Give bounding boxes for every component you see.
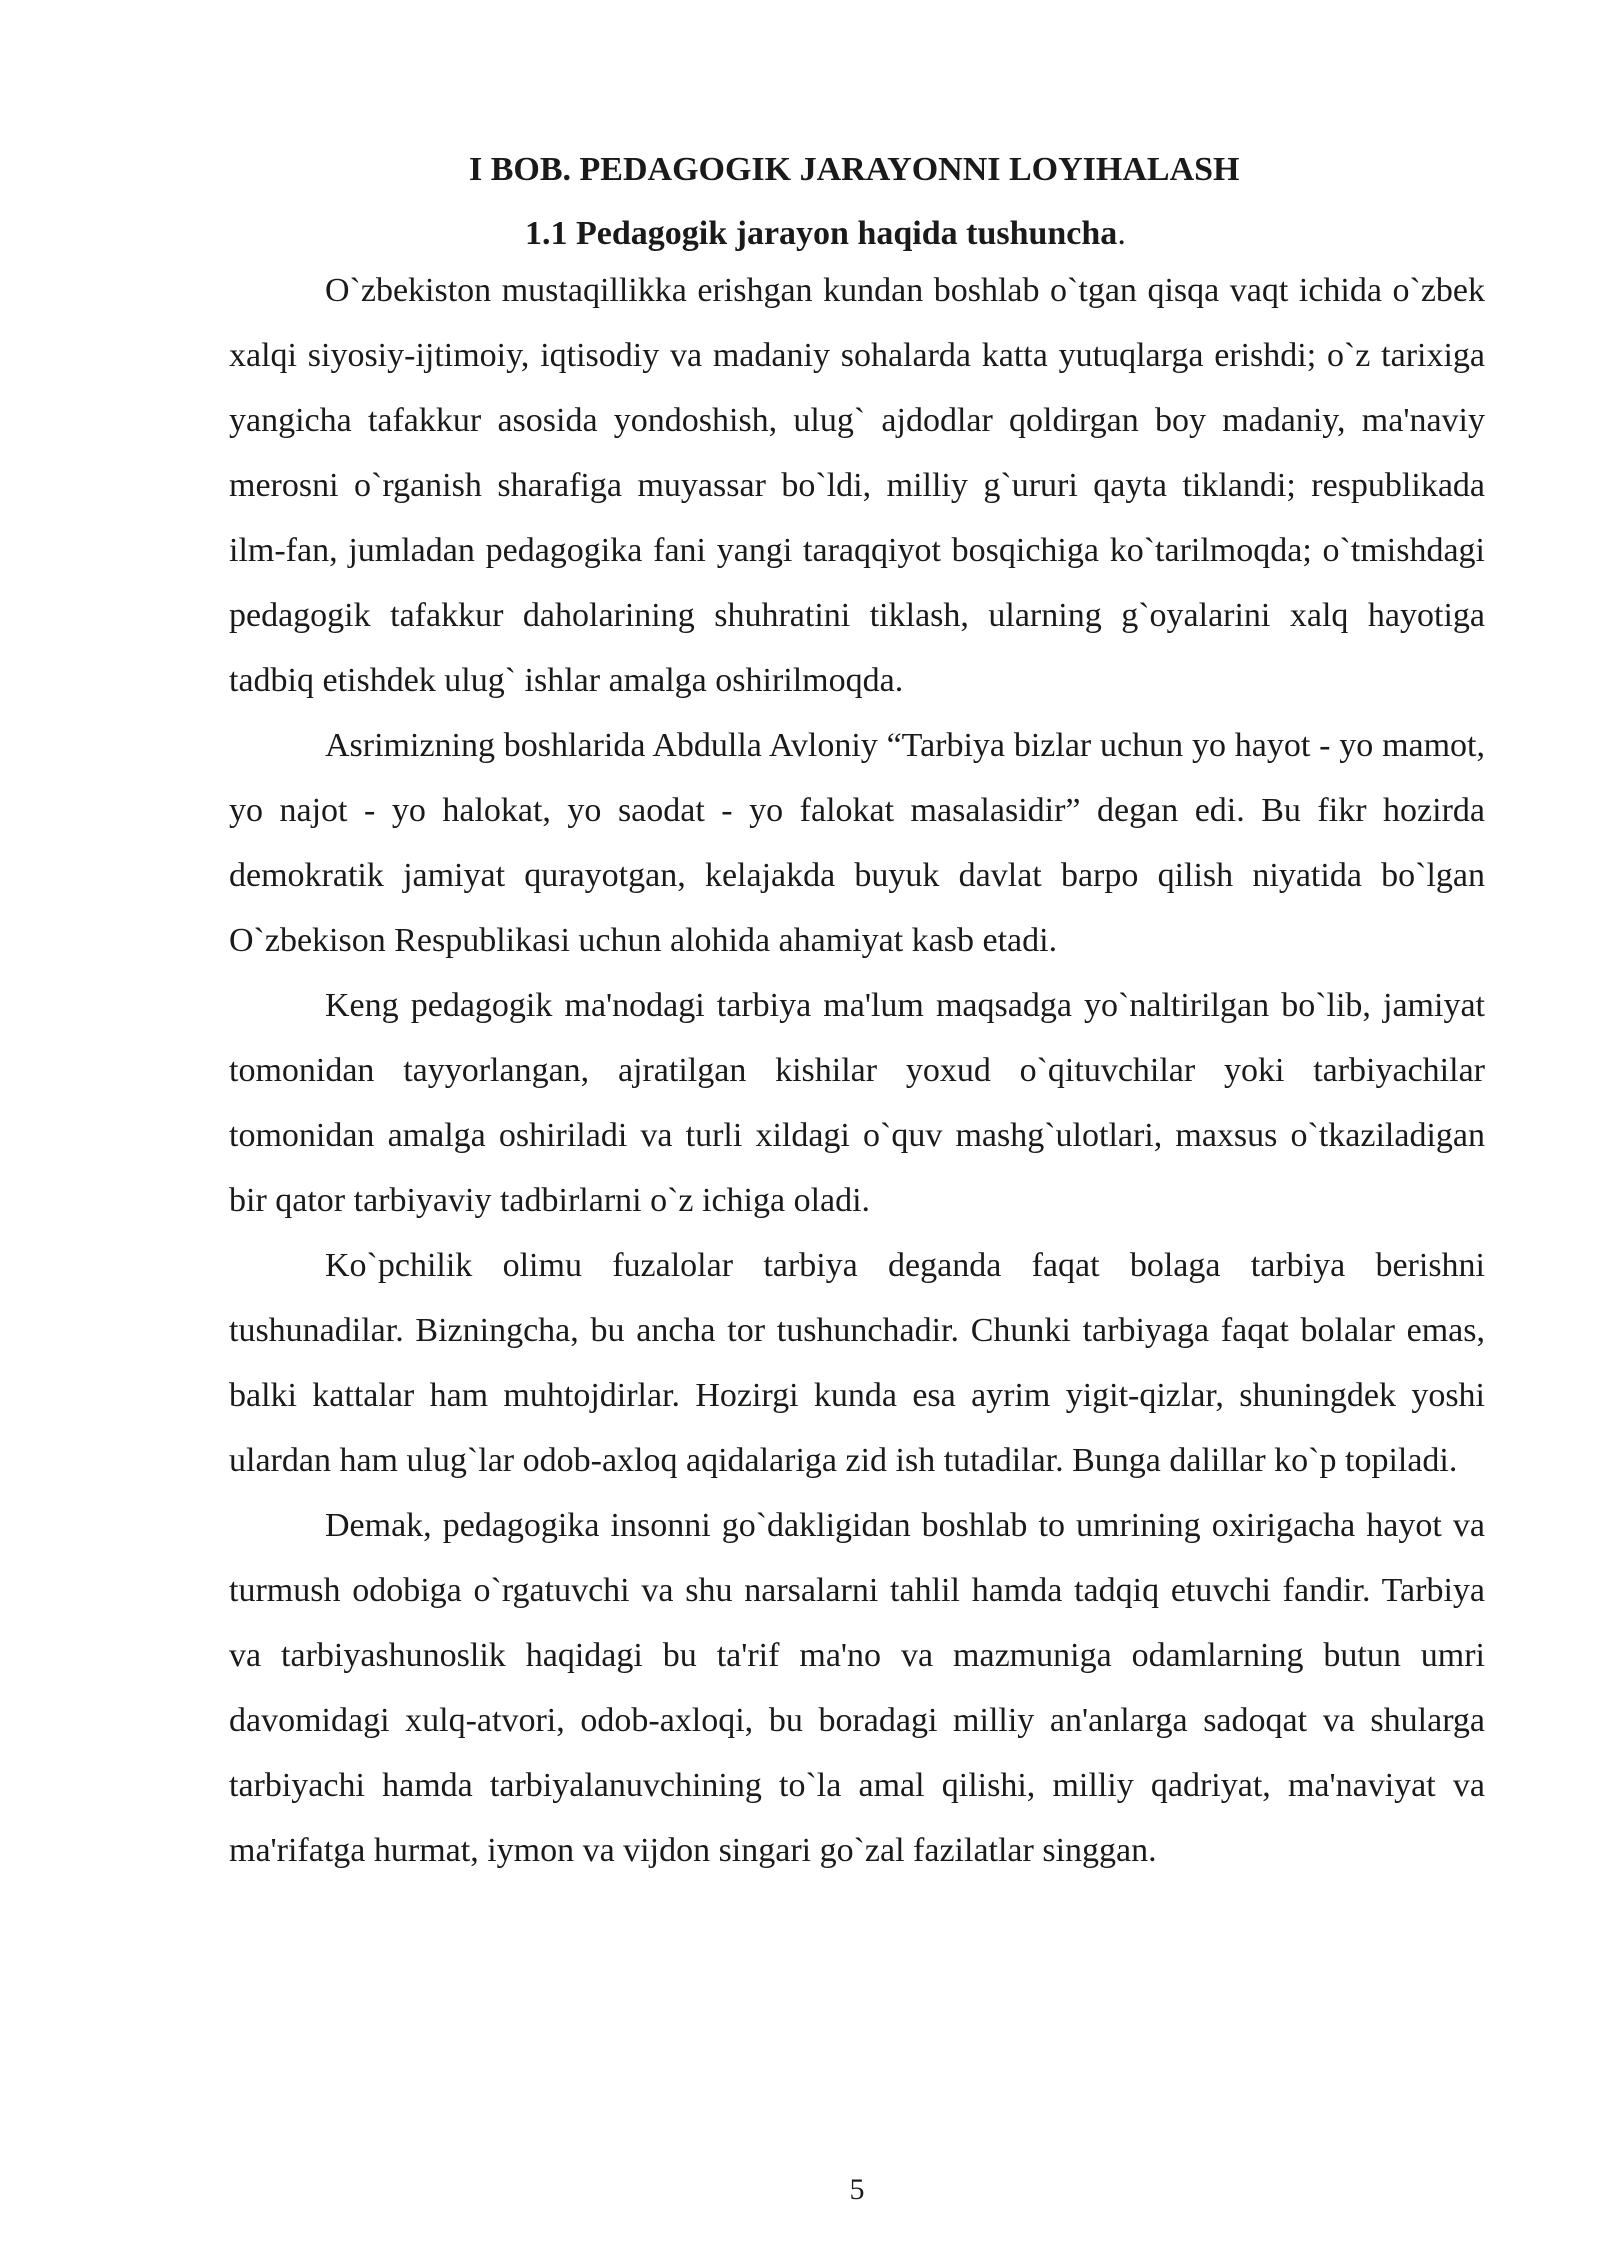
- body-paragraph: Keng pedagogik ma'nodagi tarbiya ma'lum maqsadga yo`naltirilgan bo`lib, jamiyat tomonidan tayyorlangan, ajratilgan kishilar yoxud o`qituvchilar yoki tarbiyachilar tomonidan amalga oshiriladi va turli xildagi o`quv mashg`ulotlari, maxsus o`tkaziladigan bir qator tarbiyaviy tadbirlarni o`z ichiga oladi.: [229, 987, 1485, 1219]
- section-title-suffix: .: [1117, 215, 1126, 252]
- page-number: 5: [849, 2173, 865, 2206]
- body-paragraph: Demak, pedagogika insonni go`dakligidan boshlab to umrining oxirigacha hayot va turmush odobiga o`rgatuvchi va shu narsalarni tahlil hamda tadqiq etuvchi fandir. Tarbiya va tarbiyashunoslik haqidagi bu ta'rif ma'no va mazmuniga odamlarning butun umri davomidagi xulq-atvori, odob-axloqi, bu boradagi milliy an'anlarga sadoqat va shularga tarbiyachi hamda tarbiyalanuvchining to`la amal qilishi, milliy qadriyat, ma'naviyat va ma'rifatga hurmat, iymon va vijdon singari go`zal fazilatlar singgan.: [229, 1507, 1485, 1869]
- page-content: [229, 148, 1485, 1883]
- body-paragraph: Ko`pchilik olimu fuzalolar tarbiya deganda faqat bolaga tarbiya berishni tushunadilar. Bizningcha, bu ancha tor tushunchadir. Chunki tarbiyaga faqat bolalar emas, balki kattalar ham muhtojdirlar. Hozirgi kunda esa ayrim yigit-qizlar, shuningdek yoshi ulardan ham ulug`lar odob-axloq aqidalariga zid ish tutadilar. Bunga dalillar ko`p topiladi.: [229, 1247, 1485, 1479]
- body-paragraph: O`zbekiston mustaqillikka erishgan kundan boshlab o`tgan qisqa vaqt ichida o`zbek xalqi siyosiy-ijtimoiy, iqtisodiy va madaniy sohalarda katta yutuqlarga erishdi; o`z tarixiga yangicha tafakkur asosida yondoshish, ulug` ajdodlar qoldirgan boy madaniy, ma'naviy merosni o`rganish sharafiga muyassar bo`ldi, milliy g`ururi qayta tiklandi; respublikada ilm-fan, jumladan pedagogika fani yangi taraqqiyot bosqichiga ko`tarilmoqda; o`tmishdagi pedagogik tafakkur daholarining shuhratini tiklash, ularning g`oyalarini xalq hayotiga tadbiq etishdek ulug` ishlar amalga oshirilmoqda.: [229, 272, 1485, 699]
- section-title-text: 1.1 Pedagogik jarayon haqida tushuncha: [525, 215, 1118, 252]
- body-paragraph: Asrimizning boshlarida Abdulla Avloniy “Tarbiya bizlar uchun yo hayot - yo mamot, yo najot - yo halokat, yo saodat - yo falokat masalasidir” degan edi. Bu fikr hozirda demokratik jamiyat qurayotgan, kelajakda buyuk davlat barpo qilish niyatida bo`lgan O`zbekison Respublikasi uchun alohida ahamiyat kasb etadi.: [229, 727, 1485, 959]
- section-title: [229, 212, 1485, 256]
- chapter-title: I BOB. PEDAGOGIK JARAYONNI LOYIHALASH: [469, 151, 1240, 188]
